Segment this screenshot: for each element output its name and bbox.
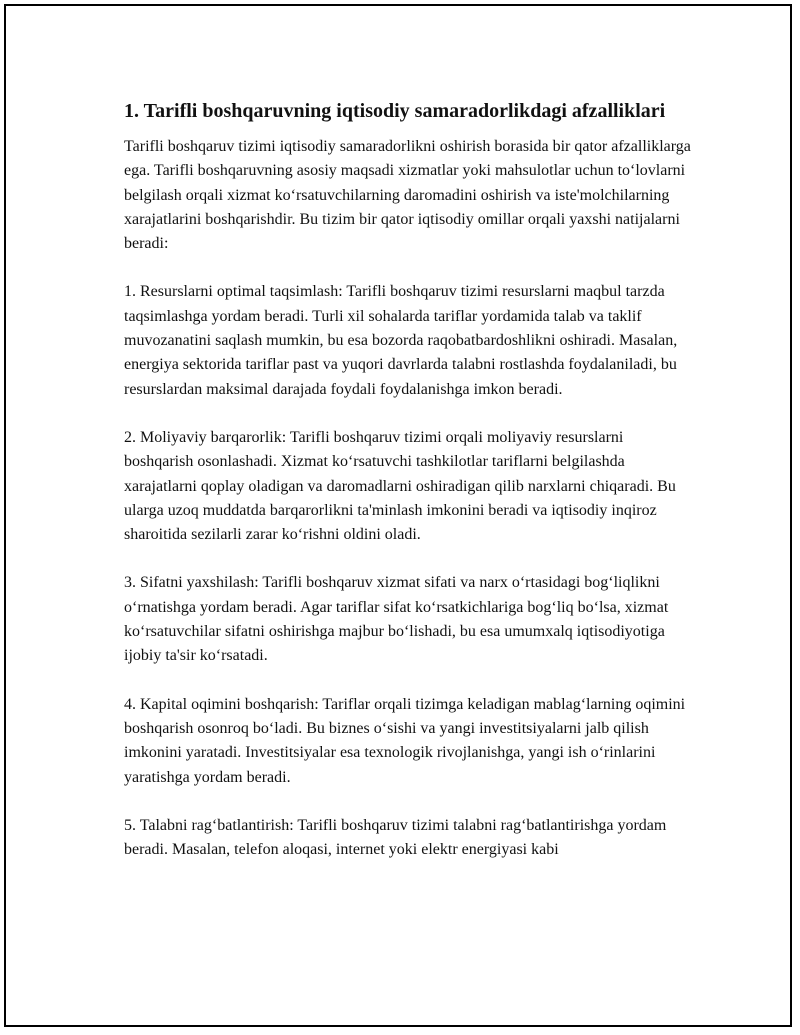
paragraph-demand-stimulation: 5. Talabni rag‘batlantirish: Tarifli boshqaruv tizimi talabni rag‘batlantirishga yordam beradi. Masalan, telefon aloqasi, internet yoki elektr energiyasi kabi: [124, 816, 667, 859]
paragraph-resource-allocation: 1. Resurslarni optimal taqsimlash: Tarifli boshqaruv tizimi resurslarni maqbul tarzda taqsimlashga yordam beradi. Turli xil sohalarda tariflar yordamida talab va taklif muvozanatini saqlash mumkin, bu esa bozorda raqobatbardoshlikni oshiradi. Masalan, energiya sektorida tariflar past va yuqori davrlarda talabni rostlashda foydalaniladi, bu resurslardan maksimal darajada foydali foydalanishga imkon beradi.: [124, 283, 678, 398]
document-title: 1. Tarifli boshqaruvning iqtisodiy samaradorlikdagi afzalliklari: [124, 100, 666, 122]
intro-paragraph: Tarifli boshqaruv tizimi iqtisodiy samaradorlikni oshirish borasida bir qator afzalliklarga ega. Tarifli boshqaruvning asosiy maqsadi xizmatlar yoki mahsulotlar uchun to‘lovlarni belgilash orqali xizmat ko‘rsatuvchilarning daromadini oshirish va iste'molchilarning xarajatlarini boshqarishdir. Bu tizim bir qator iqtisodiy omillar orqali yaxshi natijalarni beradi:: [124, 138, 691, 253]
document-body: [124, 98, 694, 886]
paragraph-financial-stability: 2. Moliyaviy barqarorlik: Tarifli boshqaruv tizimi orqali moliyaviy resurslarni boshqarish osonlashadi. Xizmat ko‘rsatuvchi tashkilotlar tariflarni belgilashda xarajatlarni qoplay oladigan va daromadlarni oshiradigan qilib narxlarni chiqaradi. Bu ularga uzoq muddatda barqarorlikni ta'minlash imkonini beradi va iqtisodiy inqiroz sharoitida sezilarli zarar ko‘rishni oldini oladi.: [124, 428, 676, 544]
page-frame: [4, 4, 792, 1027]
paragraph-capital-flow: 4. Kapital oqimini boshqarish: Tariflar orqali tizimga keladigan mablag‘larning oqimini boshqarish osonroq bo‘ladi. Bu biznes o‘sishi va yangi investitsiyalarni jalb qilish imkonini yaratadi. Investitsiyalar esa texnologik rivojlanishga, yangi ish o‘rinlarini yaratishga yordam beradi.: [124, 695, 686, 786]
paragraph-quality-improvement: 3. Sifatni yaxshilash: Tarifli boshqaruv xizmat sifati va narx o‘rtasidagi bog‘liqlikni o‘rnatishga yordam beradi. Agar tariflar sifat ko‘rsatkichlariga bog‘liq bo‘lsa, xizmat ko‘rsatuvchilar sifatni oshirishga majbur bo‘lishadi, bu esa umumxalq iqtisodiyotiga ijobiy ta'sir ko‘rsatadi.: [124, 574, 669, 665]
